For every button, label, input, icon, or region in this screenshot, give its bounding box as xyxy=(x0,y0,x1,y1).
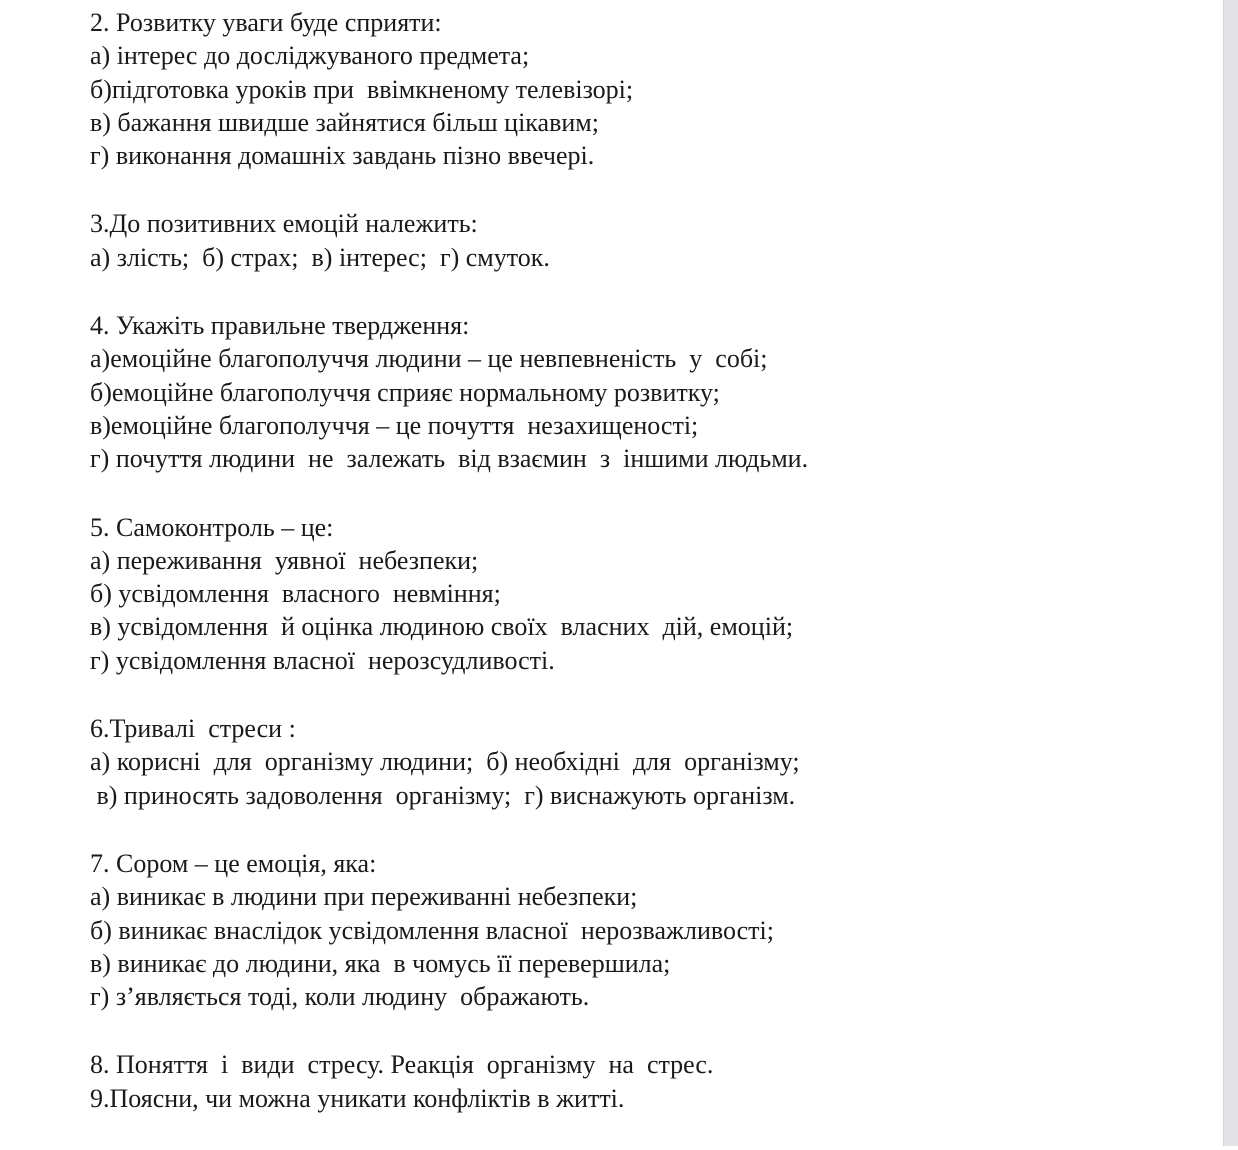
answer-option: б) виникає внаслідок усвідомлення власної нерозважливості; xyxy=(90,915,774,945)
answer-option: в) бажання швидше зайнятися більш цікавим; xyxy=(90,107,599,137)
question-5 xyxy=(90,511,1210,677)
answer-option: г) виконання домашніх завдань пізно ввечері. xyxy=(90,141,595,171)
answer-option: б)емоційне благополуччя сприяє нормальному розвитку; xyxy=(90,377,720,407)
question-text: 6.Тривалі стреси : xyxy=(90,714,296,744)
question-2 xyxy=(90,6,1210,172)
answer-option: б) усвідомлення власного невміння; xyxy=(90,579,501,609)
answer-option: в)емоційне благополуччя – це почуття незахищеності; xyxy=(90,410,699,440)
answer-option: б)підготовка уроків при ввімкненому телевізорі; xyxy=(90,74,634,104)
answer-option: а) злість; б) страх; в) інтерес; г) смуток. xyxy=(90,242,550,272)
question-4 xyxy=(90,309,1210,475)
answer-option: в) усвідомлення й оцінка людиною своїх власних дій, емоцій; xyxy=(90,612,794,642)
answer-option: г) почуття людини не залежать від взаємин з іншими людьми. xyxy=(90,444,809,474)
question-7 xyxy=(90,847,1210,1013)
question-text: 2. Розвитку уваги буде сприяти: xyxy=(90,8,442,37)
question-text: 4. Укажіть правильне твердження: xyxy=(90,311,470,341)
question-text: 3.До позитивних емоцій належить: xyxy=(90,209,478,239)
question-text: 8. Поняття і види стресу. Реакція організму на стрес. xyxy=(90,1050,714,1080)
answer-option: в) виникає до людини, яка в чомусь її перевершила; xyxy=(90,948,671,978)
answer-option: а) переживання уявної небезпеки; xyxy=(90,545,479,575)
answer-option: г) усвідомлення власної нерозсудливості. xyxy=(90,645,555,675)
page-edge xyxy=(1223,0,1238,1146)
answer-option: а)емоційне благополуччя людини – це невпевненість у собі; xyxy=(90,344,768,374)
answer-option: в) приносять задоволення організму; г) виснажують організм. xyxy=(90,780,796,810)
question-text: 5. Самоконтроль – це: xyxy=(90,512,334,542)
document-page xyxy=(90,6,1210,1150)
answer-option: а) корисні для організму людини; б) необхідні для організму; xyxy=(90,747,800,777)
question-6 xyxy=(90,712,1210,812)
question-3 xyxy=(90,207,1210,274)
question-text: 7. Сором – це емоція, яка: xyxy=(90,848,377,878)
questions-8-9 xyxy=(90,1048,1210,1115)
answer-option: а) виникає в людини при переживанні небезпеки; xyxy=(90,882,638,912)
answer-option: г) з’являється тоді, коли людину ображають. xyxy=(90,982,590,1012)
question-text: 9.Поясни, чи можна уникати конфліктів в житті. xyxy=(90,1083,625,1113)
answer-option: а) інтерес до досліджуваного предмета; xyxy=(90,41,530,71)
